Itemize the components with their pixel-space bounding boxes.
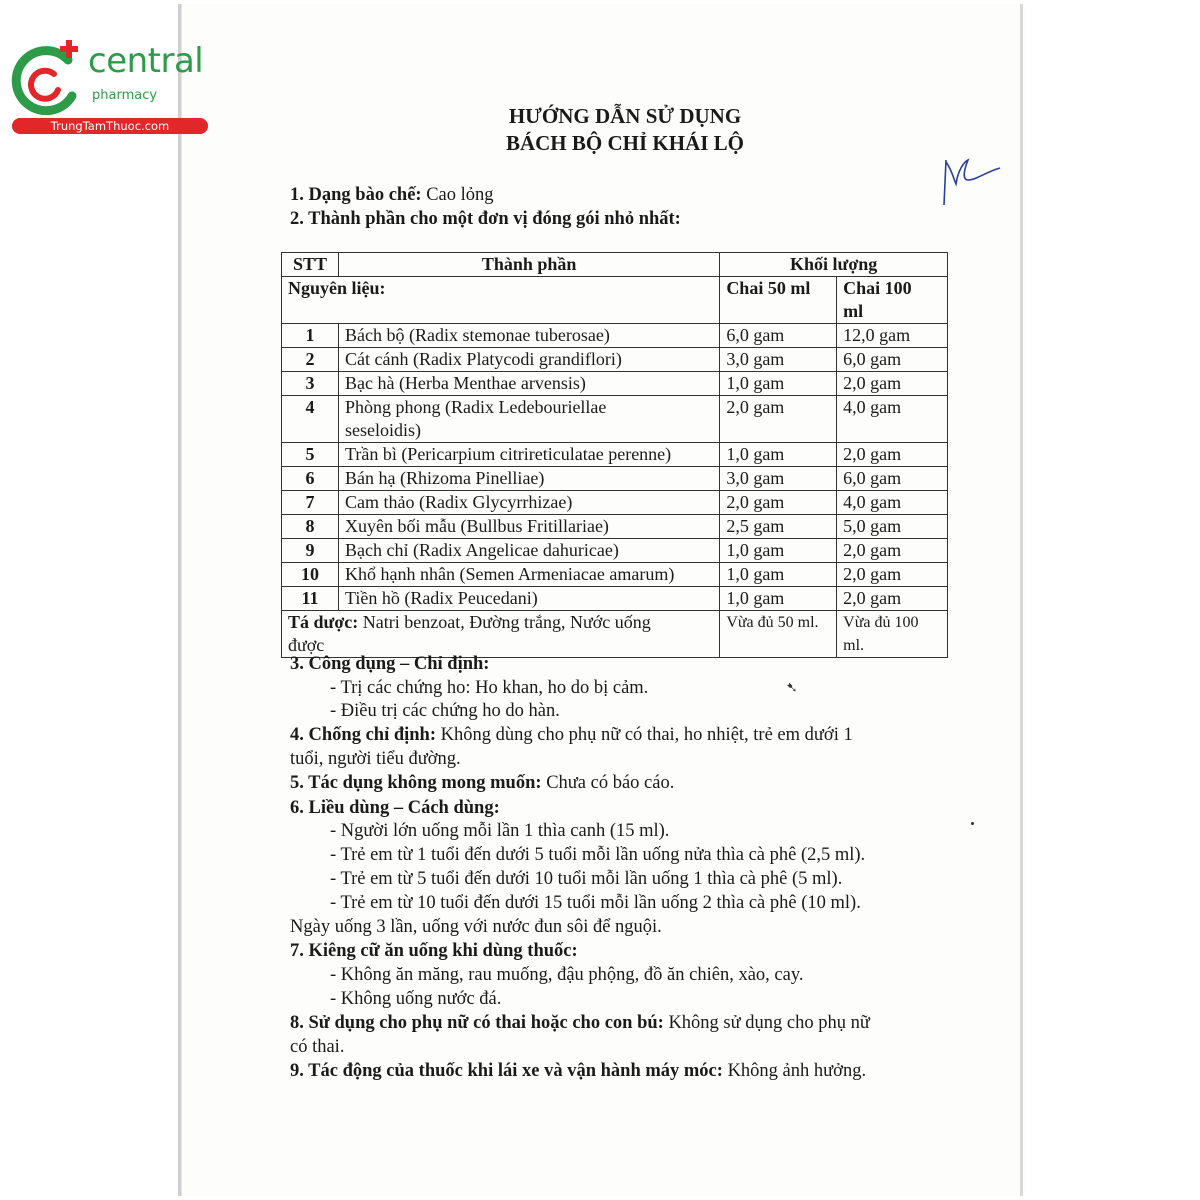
row-stt: 3 xyxy=(282,372,339,396)
row-100ml: 6,0 gam xyxy=(837,467,948,491)
section-label: 1. Dạng bào chế: xyxy=(290,185,422,205)
section-pregnancy xyxy=(290,1011,870,1035)
table-row xyxy=(282,491,948,515)
excipient-label: Tá dược: xyxy=(288,612,359,632)
diet-item: - Không uống nước đá. xyxy=(330,989,502,1009)
table-row xyxy=(282,515,948,539)
section-text: Cao lỏng xyxy=(421,185,494,205)
section-label: 4. Chống chỉ định: xyxy=(290,725,436,745)
excipient-100ml-line-1: Vừa đủ 100 xyxy=(843,614,919,631)
row-50ml: 1,0 gam xyxy=(720,587,837,611)
row-name: Bán hạ (Rhizoma Pinelliae) xyxy=(338,467,719,491)
section-label: 8. Sử dụng cho phụ nữ có thai hoặc cho con bú: xyxy=(290,1013,664,1033)
row-50ml: 1,0 gam xyxy=(720,539,837,563)
row-50ml: 2,0 gam xyxy=(720,396,837,443)
row-100ml: 6,0 gam xyxy=(837,348,948,372)
section-text: Không dùng cho phụ nữ có thai, ho nhiệt, trẻ em dưới 1 xyxy=(436,725,853,745)
row-stt: 8 xyxy=(282,515,339,539)
row-name-line-2: seseloidis) xyxy=(344,420,421,440)
table-row xyxy=(282,539,948,563)
row-name: Tiền hồ (Radix Peucedani) xyxy=(338,587,719,611)
excipient-100ml xyxy=(837,611,948,658)
table-row xyxy=(282,563,948,587)
col-50ml: Chai 50 ml xyxy=(720,277,837,324)
row-100ml: 2,0 gam xyxy=(837,443,948,467)
row-50ml: 1,0 gam xyxy=(720,443,837,467)
row-50ml: 3,0 gam xyxy=(720,467,837,491)
section-driving xyxy=(290,1059,866,1083)
row-100ml: 4,0 gam xyxy=(837,491,948,515)
section-text: Không sử dụng cho phụ nữ xyxy=(663,1013,870,1033)
excipient-text-line-1: Natri benzoat, Đường trắng, Nước uống xyxy=(358,612,651,632)
row-stt: 10 xyxy=(282,563,339,587)
indication-item: - Điều trị các chứng ho do hàn. xyxy=(330,701,560,721)
signature-icon xyxy=(938,150,1008,210)
row-50ml: 2,5 gam xyxy=(720,515,837,539)
header-stt: STT xyxy=(282,253,339,277)
col-100ml-line-1: Chai 100 xyxy=(843,278,912,298)
row-100ml: 2,0 gam xyxy=(837,372,948,396)
ink-mark-icon: ➷ xyxy=(786,681,798,696)
table-row xyxy=(282,324,948,348)
row-50ml: 2,0 gam xyxy=(720,491,837,515)
dosage-note: Ngày uống 3 lần, uống với nước đun sôi để nguội. xyxy=(290,917,662,937)
excipient-row xyxy=(282,611,948,658)
section-text: Không ảnh hưởng. xyxy=(722,1061,867,1081)
row-100ml: 4,0 gam xyxy=(837,396,948,443)
row-stt: 6 xyxy=(282,467,339,491)
row-50ml: 1,0 gam xyxy=(720,372,837,396)
row-100ml: 2,0 gam xyxy=(837,563,948,587)
diet-item: - Không ăn măng, rau muống, đậu phộng, đồ ăn chiên, xào, cay. xyxy=(330,965,804,985)
table-row xyxy=(282,348,948,372)
row-name: Trần bì (Pericarpium citrireticulatae perenne) xyxy=(338,443,719,467)
row-100ml: 2,0 gam xyxy=(837,539,948,563)
logo-site-banner: TrungTamThuoc.com xyxy=(12,118,208,134)
indication-item: - Trị các chứng ho: Ho khan, ho do bị cảm. xyxy=(330,678,649,698)
logo-subtitle: pharmacy xyxy=(92,88,158,103)
section-dosage-form xyxy=(290,183,494,207)
row-name: Bách bộ (Radix stemonae tuberosae) xyxy=(338,324,719,348)
row-name xyxy=(338,396,719,443)
section-label: 9. Tác động của thuốc khi lái xe và vận hành máy móc: xyxy=(290,1061,723,1081)
section-side-effects xyxy=(290,771,674,795)
section-contraindication xyxy=(290,723,853,747)
table-header-row xyxy=(282,253,948,277)
dosage-item: - Trẻ em từ 10 tuổi đến dưới 15 tuổi mỗi lần uống 2 thìa cà phê (10 ml). xyxy=(330,893,861,913)
row-name: Cát cánh (Radix Platycodi grandiflori) xyxy=(338,348,719,372)
row-name: Bạch chỉ (Radix Angelicae dahuricae) xyxy=(338,539,719,563)
section-text: Chưa có báo cáo. xyxy=(541,773,675,793)
row-name: Khổ hạnh nhân (Semen Armeniacae amarum) xyxy=(338,563,719,587)
contraindication-cont: tuổi, người tiểu đường. xyxy=(290,749,461,769)
row-name-line-1: Phòng phong (Radix Ledebouriellae xyxy=(344,397,607,417)
dosage-item: - Trẻ em từ 5 tuổi đến dưới 10 tuổi mỗi lần uống 1 thìa cà phê (5 ml). xyxy=(330,869,843,889)
section-dosage-label: 6. Liều dùng – Cách dùng: xyxy=(290,798,500,818)
section-indication-label: 3. Công dụng – Chỉ định: xyxy=(290,654,490,674)
excipient-50ml: Vừa đủ 50 ml. xyxy=(720,611,837,658)
row-name: Cam thảo (Radix Glycyrrhizae) xyxy=(338,491,719,515)
pregnancy-cont: có thai. xyxy=(290,1037,345,1057)
row-stt: 2 xyxy=(282,348,339,372)
page-edge xyxy=(1020,4,1023,1196)
table-row xyxy=(282,587,948,611)
row-stt: 9 xyxy=(282,539,339,563)
col-100ml xyxy=(837,277,948,324)
row-name: Xuyên bối mẫu (Bullbus Fritillariae) xyxy=(338,515,719,539)
material-label: Nguyên liệu: xyxy=(282,277,720,324)
row-50ml: 6,0 gam xyxy=(720,324,837,348)
row-100ml: 12,0 gam xyxy=(837,324,948,348)
dosage-item: - Trẻ em từ 1 tuổi đến dưới 5 tuổi mỗi lần uống nửa thìa cà phê (2,5 ml). xyxy=(330,845,866,865)
doc-title-line-2: BÁCH BỘ CHỈ KHÁI LỘ xyxy=(505,131,745,155)
excipient-cell xyxy=(282,611,720,658)
row-stt: 11 xyxy=(282,587,339,611)
ink-dot xyxy=(971,822,974,825)
logo-name: central xyxy=(88,41,204,81)
table-row xyxy=(282,467,948,491)
table-row xyxy=(282,372,948,396)
excipient-100ml-line-2: ml. xyxy=(843,637,865,654)
row-stt: 1 xyxy=(282,324,339,348)
row-100ml: 5,0 gam xyxy=(837,515,948,539)
doc-title-line-1: HƯỚNG DẪN SỬ DỤNG xyxy=(508,104,742,128)
col-100ml-line-2: ml xyxy=(843,301,864,321)
header-mass: Khối lượng xyxy=(720,253,948,277)
row-stt: 5 xyxy=(282,443,339,467)
row-50ml: 1,0 gam xyxy=(720,563,837,587)
row-name: Bạc hà (Herba Menthae arvensis) xyxy=(338,372,719,396)
row-50ml: 3,0 gam xyxy=(720,348,837,372)
section-composition-label: 2. Thành phần cho một đơn vị đóng gói nhỏ nhất: xyxy=(290,209,681,229)
excipient-text-line-2: được xyxy=(288,635,325,655)
dosage-item: - Người lớn uống mỗi lần 1 thìa canh (15 ml). xyxy=(330,821,670,841)
row-stt: 7 xyxy=(282,491,339,515)
table-row xyxy=(282,396,948,443)
section-diet-label: 7. Kiêng cữ ăn uống khi dùng thuốc: xyxy=(290,941,578,961)
table-subheader-row xyxy=(282,277,948,324)
table-row xyxy=(282,443,948,467)
row-100ml: 2,0 gam xyxy=(837,587,948,611)
row-stt: 4 xyxy=(282,396,339,443)
section-label: 5. Tác dụng không mong muốn: xyxy=(290,773,542,793)
header-component: Thành phần xyxy=(338,253,719,277)
ingredients-table xyxy=(281,252,948,658)
